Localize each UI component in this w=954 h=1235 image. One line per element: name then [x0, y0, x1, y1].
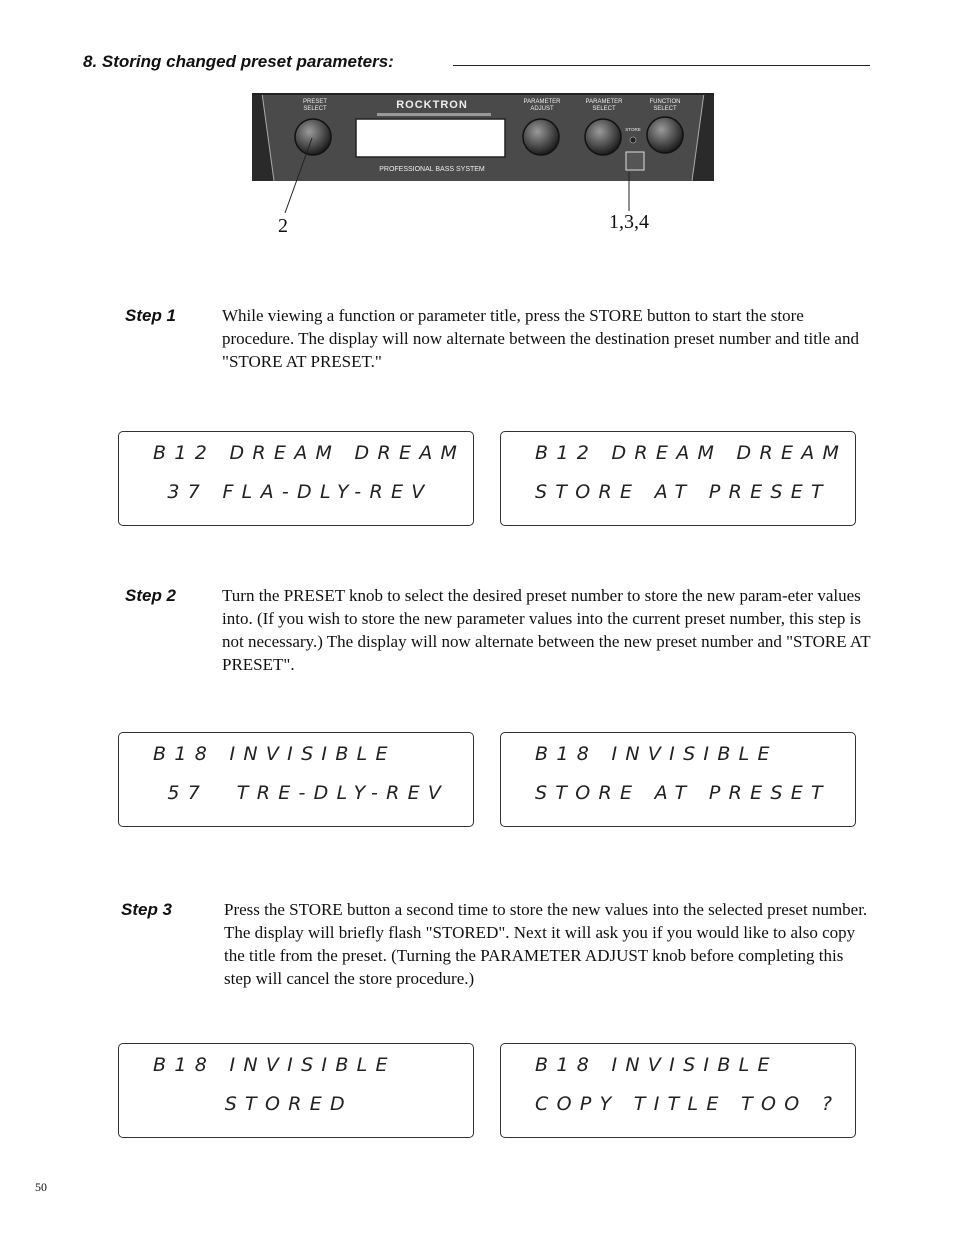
step-3-label: Step 3 — [121, 900, 173, 919]
lcd-line-2: 37 FLA-DLY-REV — [153, 481, 433, 503]
parameter-select-label-1: PARAMETER — [585, 99, 623, 105]
parameter-adjust-label-2: ADJUST — [530, 106, 554, 112]
step-2-text: Turn the PRESET knob to select the desired preset number to store the new param-eter values into. (If you wish to store the new parameter values into the current preset number, this step is not necessary.) The display will now alternate between the new preset number and "STORE AT PRESET". — [222, 586, 871, 674]
parameter-select-label-2: SELECT — [592, 106, 616, 112]
lcd-line-1: B18 INVISIBLE — [535, 1054, 778, 1076]
function-select-label-2: SELECT — [653, 106, 677, 112]
step-3-display-b — [500, 1043, 856, 1138]
step-1-label: Step 1 — [125, 306, 177, 325]
lcd-line-2: STORE AT PRESET — [535, 782, 831, 804]
step-3-display-a — [118, 1043, 474, 1138]
lcd-line-1: B12 DREAM DREAM — [535, 442, 848, 464]
lcd-line-1: B12 DREAM DREAM — [153, 442, 466, 464]
callout-lines — [0, 0, 954, 260]
step-1-text: While viewing a function or parameter title, press the STORE button to start the store procedure. The display will now alternate between the destination preset number and title and "STORE AT PRESET." — [222, 306, 859, 371]
step-3-text: Press the STORE button a second time to store the new values into the selected preset number. The display will briefly flash "STORED". Next it will ask you if you would like to also copy the title from the preset. (Turning the PARAMETER ADJUST knob before completing this step will cancel the store procedure.) — [224, 900, 868, 988]
store-label: STORE — [625, 127, 641, 132]
step-1-display-a — [118, 431, 474, 526]
lcd-line-1: B18 INVISIBLE — [153, 743, 396, 765]
lcd-line-2: COPY TITLE TOO ? — [535, 1093, 841, 1115]
step-2-display-a — [118, 732, 474, 827]
section-heading: 8. Storing changed preset parameters: — [83, 52, 394, 71]
callout-label-knob: 2 — [278, 215, 288, 237]
brand-logo: ROCKTRON — [396, 99, 468, 111]
function-select-label-1: FUNCTION — [649, 99, 681, 105]
lcd-line-1: B18 INVISIBLE — [153, 1054, 396, 1076]
callout-line-knob — [285, 138, 312, 213]
parameter-adjust-label-1: PARAMETER — [523, 99, 561, 105]
lcd-line-2: STORE AT PRESET — [535, 481, 831, 503]
preset-select-label-2: SELECT — [303, 106, 327, 112]
lcd-line-2: 57 TRE-DLY-REV — [153, 782, 450, 804]
page-number: 50 — [35, 1180, 47, 1194]
step-2-label: Step 2 — [125, 586, 177, 605]
lcd-line-1: B18 INVISIBLE — [535, 743, 778, 765]
preset-select-label-1: PRESET — [302, 99, 328, 105]
lcd-line-2: STORED — [153, 1093, 353, 1115]
panel-subtitle: PROFESSIONAL BASS SYSTEM — [379, 166, 485, 173]
callout-label-button: 1,3,4 — [609, 211, 649, 233]
step-2-display-b — [500, 732, 856, 827]
step-1-display-b — [500, 431, 856, 526]
